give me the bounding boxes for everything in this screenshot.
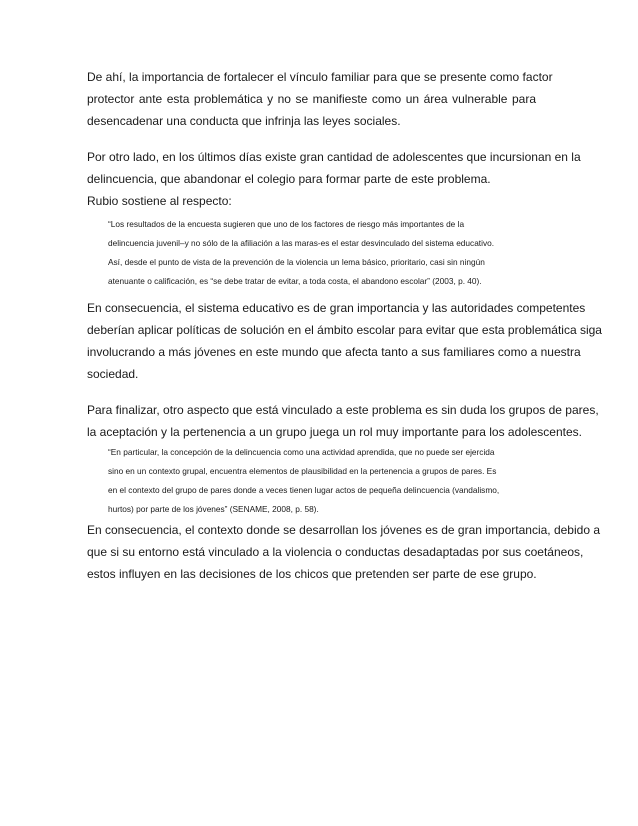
paragraph-delincuencia (87, 146, 581, 212)
text-line: protector ante esta problemática y no se manifieste como un área vulnerable para (87, 92, 536, 106)
quote-sename (108, 443, 536, 519)
text-line: De ahí, la importancia de fortalecer el vínculo familiar para que se presente como factor (87, 70, 553, 84)
quote-line: Así, desde el punto de vista de la prevención de la violencia un lema básico, prioritario, casi sin ningún (108, 257, 485, 267)
quote-line: hurtos) por parte de los jóvenes” (SENAME, 2008, p. 58). (108, 504, 319, 514)
quote-rubio (108, 215, 536, 291)
paragraph-sistema-educativo (87, 297, 602, 385)
text-line: sociedad. (87, 367, 139, 381)
paragraph-vinculo-familiar (87, 66, 553, 132)
document-page (87, 66, 602, 585)
paragraph-contexto (87, 519, 600, 585)
text-line: Por otro lado, en los últimos días existe gran cantidad de adolescentes que incursionan en la (87, 150, 581, 164)
quote-line: en el contexto del grupo de pares donde a veces tienen lugar actos de pequeña delincuencia (vandalismo, (108, 485, 500, 495)
quote-line: delincuencia juvenil–y no sólo de la afiliación a las maras-es el estar desvinculado del sistema educativo. (108, 238, 495, 248)
text-line: desencadenar una conducta que infrinja las leyes sociales. (87, 114, 401, 128)
quote-line: sino en un contexto grupal, encuentra elementos de plausibilidad en la pertenencia a grupos de pares. Es (108, 466, 497, 476)
text-line: En consecuencia, el contexto donde se desarrollan los jóvenes es de gran importancia, debido a (87, 523, 600, 537)
text-line: delincuencia, que abandonar el colegio para formar parte de este problema. (87, 172, 491, 186)
quote-line: atenuante o calificación, es “se debe tratar de evitar, a toda costa, el abandono escolar” (2003, p. 40). (108, 276, 482, 286)
text-line: deberían aplicar políticas de solución en el ámbito escolar para evitar que esta problemática siga (87, 323, 602, 337)
text-line: la aceptación y la pertenencia a un grupo juega un rol muy importante para los adolescentes. (87, 425, 582, 439)
text-line: que si su entorno está vinculado a la violencia o conductas desadaptadas por sus coetáneos, (87, 545, 584, 559)
quote-line: “En particular, la concepción de la delincuencia como una actividad aprendida, que no puede ser ejercida (108, 447, 495, 457)
text-line: Para finalizar, otro aspecto que está vinculado a este problema es sin duda los grupos de pares, (87, 403, 599, 417)
paragraph-grupos-de-pares (87, 399, 599, 443)
quote-line: “Los resultados de la encuesta sugieren que uno de los factores de riesgo más importantes de la (108, 219, 465, 229)
text-line: En consecuencia, el sistema educativo es de gran importancia y las autoridades competentes (87, 301, 586, 315)
text-line: involucrando a más jóvenes en este mundo que afecta tanto a sus familiares como a nuestra (87, 345, 581, 359)
quote-intro: Rubio sostiene al respecto: (87, 194, 232, 208)
text-line: estos influyen en las decisiones de los chicos que pretenden ser parte de ese grupo. (87, 567, 537, 581)
